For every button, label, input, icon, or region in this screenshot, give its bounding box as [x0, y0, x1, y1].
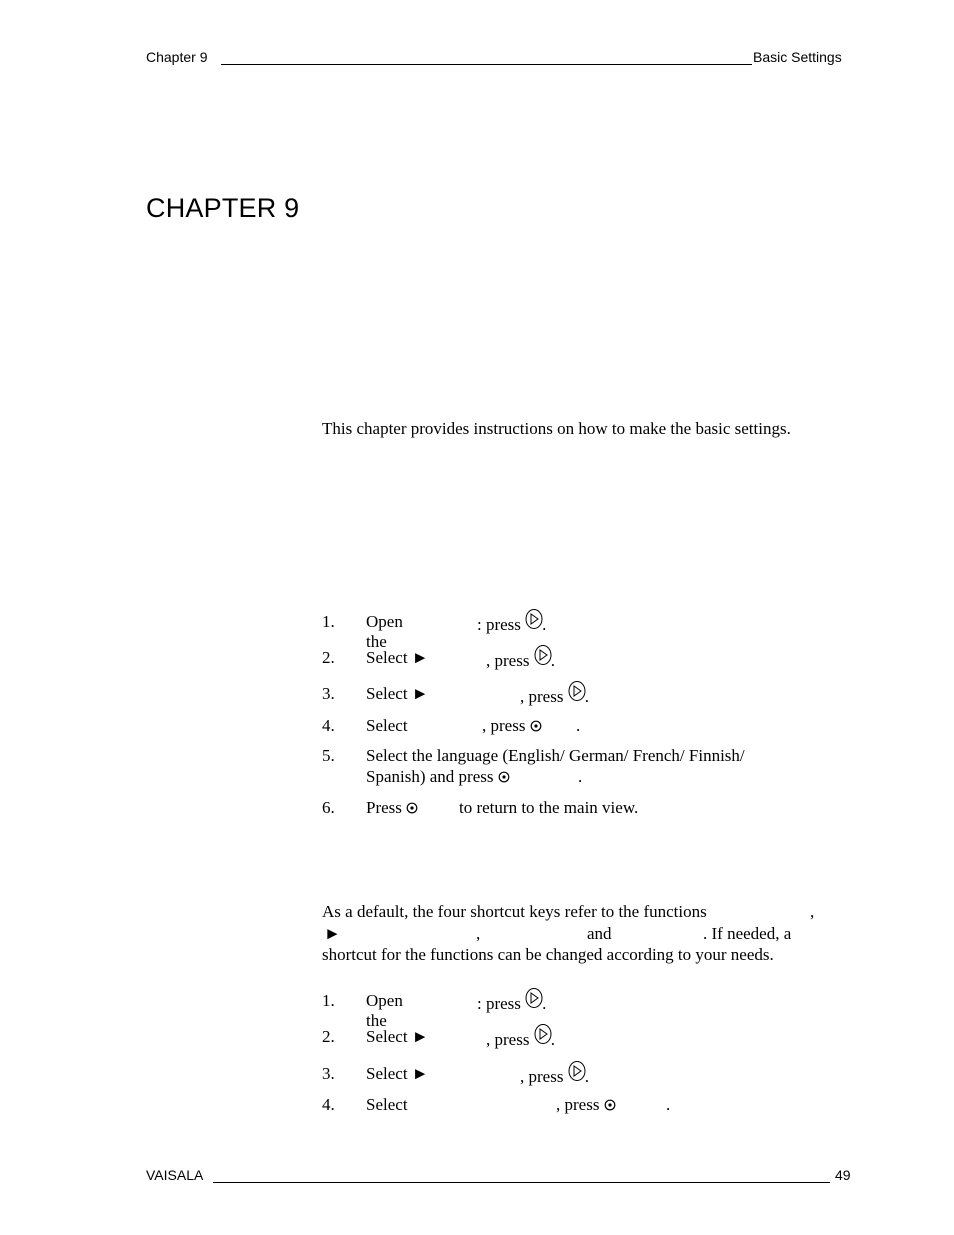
shortcut-paragraph-arrow: ►: [324, 924, 341, 943]
dot-circle-icon: [498, 771, 510, 783]
intro-paragraph: This chapter provides instructions on how to make the basic settings.: [322, 419, 791, 438]
step-text: , press: [520, 1067, 564, 1086]
step-text: Select ►: [366, 684, 429, 703]
shortcut-paragraph-line-3: shortcut for the functions can be changed according to your needs.: [322, 945, 774, 964]
step-number: 3.: [322, 1064, 335, 1083]
header-chapter: Chapter 9: [146, 49, 208, 65]
shortcut-paragraph-if-needed: . If needed, a: [703, 924, 792, 943]
shortcut-paragraph-comma: ,: [476, 924, 481, 943]
step-text: Spanish) and press: [366, 767, 494, 786]
arrow-circle-right-icon: [525, 612, 542, 632]
arrow-circle-right-icon: [525, 991, 542, 1011]
step-text: Select ►: [366, 1027, 429, 1046]
step-text: , press: [520, 687, 564, 706]
footer-brand: VAISALA: [146, 1167, 204, 1183]
page-number: 49: [835, 1167, 851, 1183]
step-text: to return to the main view.: [459, 798, 639, 817]
dot-circle-icon: [406, 802, 418, 814]
step-text: , press: [482, 716, 526, 735]
step-text: : press: [477, 994, 521, 1013]
arrow-circle-right-icon: [568, 684, 585, 704]
header-section: Basic Settings: [753, 49, 842, 65]
arrow-circle-right-icon: [534, 648, 551, 668]
step-text: Select the language (English/ German/ French/ Finnish/: [366, 746, 745, 765]
step-number: 1.: [322, 612, 335, 631]
step-number: 4.: [322, 1095, 335, 1114]
step-number: 1.: [322, 991, 335, 1010]
step-text: , press: [556, 1095, 600, 1114]
step-text: Select: [366, 716, 408, 735]
step-text: Select: [366, 1095, 408, 1114]
shortcut-paragraph-comma: ,: [810, 902, 815, 921]
step-number: 4.: [322, 716, 335, 735]
step-text: Select ►: [366, 1064, 429, 1083]
step-number: 5.: [322, 746, 335, 765]
arrow-circle-right-icon: [568, 1064, 585, 1084]
step-text: Open the: [366, 612, 403, 651]
step-number: 3.: [322, 684, 335, 703]
dot-circle-icon: [530, 720, 542, 732]
step-text: , press: [486, 1030, 530, 1049]
step-text: : press: [477, 615, 521, 634]
shortcut-paragraph-line-1: As a default, the four shortcut keys refer to the functions: [322, 902, 707, 921]
dot-circle-icon: [604, 1099, 616, 1111]
shortcut-paragraph-and: and: [587, 924, 612, 943]
header-rule: [221, 64, 752, 65]
footer-rule: [213, 1182, 830, 1183]
step-text: , press: [486, 651, 530, 670]
step-number: 2.: [322, 1027, 335, 1046]
step-number: 6.: [322, 798, 335, 817]
chapter-title: CHAPTER 9: [146, 193, 300, 223]
step-text: Open the: [366, 991, 403, 1030]
step-number: 2.: [322, 648, 335, 667]
arrow-circle-right-icon: [534, 1027, 551, 1047]
step-text: Select ►: [366, 648, 429, 667]
step-text: Press: [366, 798, 402, 817]
